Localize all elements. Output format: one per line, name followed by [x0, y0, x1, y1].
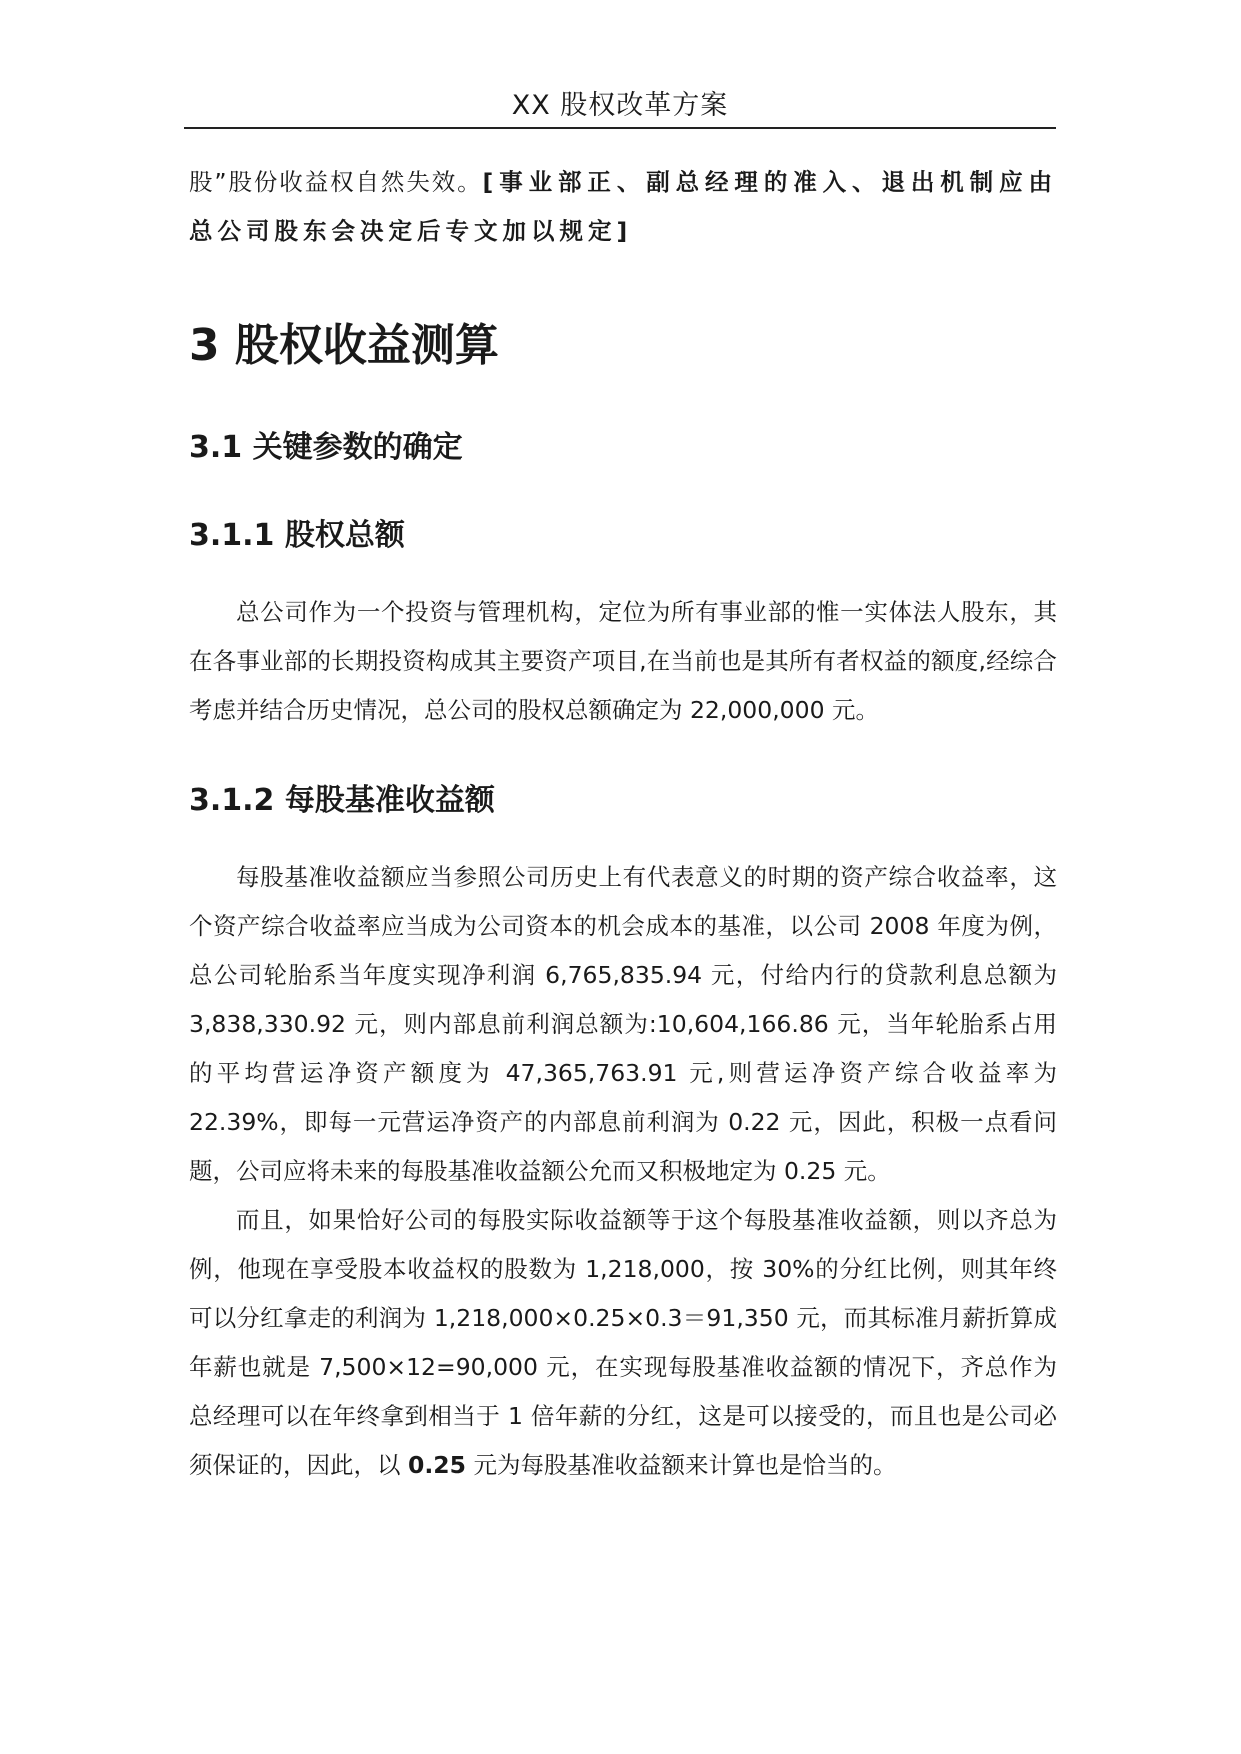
continuation-paragraph: [189, 158, 1057, 256]
page-content: [189, 158, 1057, 1490]
running-header: XX 股权改革方案: [511, 90, 729, 121]
continuation-text: 股”股份收益权自然失效。: [189, 168, 483, 196]
section-3-heading: 3 股权收益测算: [189, 320, 499, 371]
section-3-1-2-paragraph-1: 每股基准收益额应当参照公司历史上有代表意义的时期的资产综合收益率，这个资产综合收益率应当成为公司资本的机会成本的基准，以公司 2008 年度为例，总公司轮胎系当年度实现净利润 6,765,835.94 元，付给内行的贷款利息总额为 3,838,330.92 元，则内部息前利润总额为:10,604,166.86 元，当年轮胎系占用的平均营运净资产额度为 47,365,763.91 元,则营运净资产综合收益率为 22.39%，即每一元营运净资产的内部息前利润为 0.22 元，因此，积极一点看问题，公司应将未来的每股基准收益额公允而又积极地定为 0.25 元。: [189, 863, 1057, 1185]
section-3-1-2-paragraph-2: [189, 1196, 1057, 1490]
section-3-1-1-heading: 3.1.1 股权总额: [189, 518, 405, 553]
editor-note: [事业部正、副总经理的准入、退出机制应由总公司股东会决定后专文加以规定]: [189, 168, 1057, 245]
paragraph-2-text-end: 元为每股基准收益额来计算也是恰当的。: [465, 1451, 897, 1479]
header-rule: [184, 127, 1056, 129]
section-3-1-heading: 3.1 关键参数的确定: [189, 430, 463, 465]
paragraph-2-text: 而且，如果恰好公司的每股实际收益额等于这个每股基准收益额，则以齐总为例，他现在享受股本收益权的股数为 1,218,000，按 30%的分红比例，则其年终可以分红拿走的利润为 1,218,000×0.25×0.3＝91,350 元，而其标准月薪折算成年薪也就是 7,500×12=90,000 元，在实现每股基准收益额的情况下，齐总作为总经理可以在年终拿到相当于 1 倍年薪的分红，这是可以接受的，而且也是公司必须保证的，因此，以: [189, 1206, 1057, 1479]
section-3-1-1-paragraph: 总公司作为一个投资与管理机构，定位为所有事业部的惟一实体法人股东，其在各事业部的长期投资构成其主要资产项目,在当前也是其所有者权益的额度,经综合考虑并结合历史情况，总公司的股权总额确定为 22,000,000 元。: [189, 598, 1057, 724]
paragraph-2-bold-value: 0.25: [407, 1451, 466, 1479]
section-3-1-2-heading: 3.1.2 每股基准收益额: [189, 783, 495, 818]
